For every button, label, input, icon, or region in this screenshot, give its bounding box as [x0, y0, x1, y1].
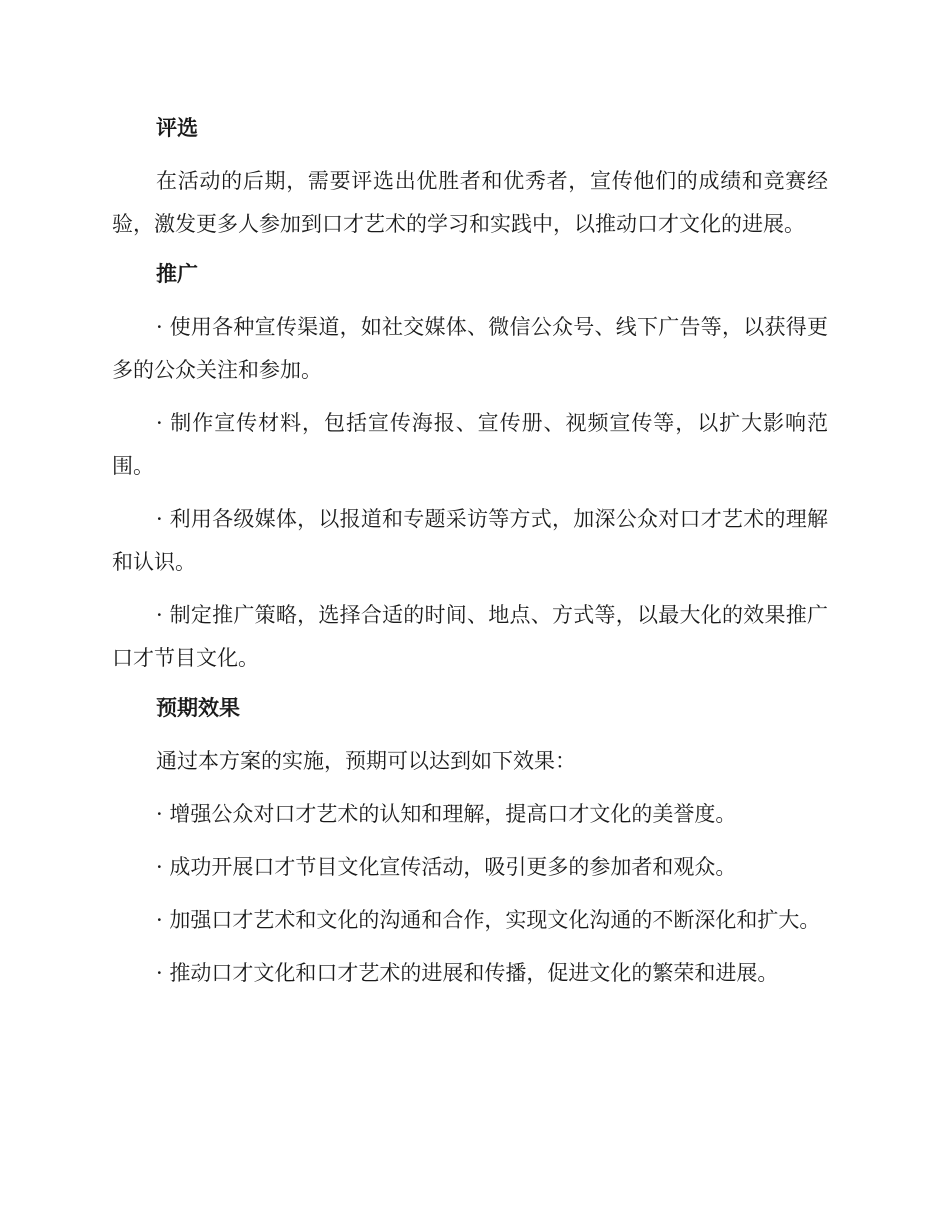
paragraph: 通过本方案的实施，预期可以达到如下效果：: [156, 749, 576, 773]
bullet-paragraph: · 加强口才艺术和文化的沟通和合作，实现文化沟通的不断深化和扩大。: [156, 908, 821, 932]
bullet-paragraph: · 制作宣传材料，包括宣传海报、宣传册、视频宣传等，以扩大影响范围。: [112, 411, 828, 478]
section-heading: 评选: [156, 116, 198, 140]
bullet-paragraph: · 增强公众对口才艺术的认知和理解，提高口才文化的美誉度。: [156, 802, 737, 826]
paragraph: 在活动的后期，需要评选出优胜者和优秀者，宣传他们的成绩和竞赛经验，激发更多人参加到口才艺术的学习和实践中，以推动口才文化的进展。: [112, 169, 828, 236]
bullet-paragraph: · 推动口才文化和口才艺术的进展和传播，促进文化的繁荣和进展。: [156, 961, 779, 985]
section-expected-effects: [112, 690, 828, 995]
bullet-paragraph: · 使用各种宣传渠道，如社交媒体、微信公众号、线下广告等，以获得更多的公众关注和参加。: [112, 315, 828, 382]
section-selection: [112, 110, 828, 246]
section-promotion: [112, 256, 828, 680]
section-heading: 推广: [156, 262, 198, 286]
section-heading: 预期效果: [156, 696, 240, 720]
bullet-paragraph: · 成功开展口才节目文化宣传活动，吸引更多的参加者和观众。: [156, 855, 737, 879]
bullet-paragraph: · 制定推广策略，选择合适的时间、地点、方式等，以最大化的效果推广口才节目文化。: [112, 603, 828, 670]
bullet-paragraph: · 利用各级媒体，以报道和专题采访等方式，加深公众对口才艺术的理解和认识。: [112, 507, 828, 574]
document-page: [112, 110, 828, 1005]
